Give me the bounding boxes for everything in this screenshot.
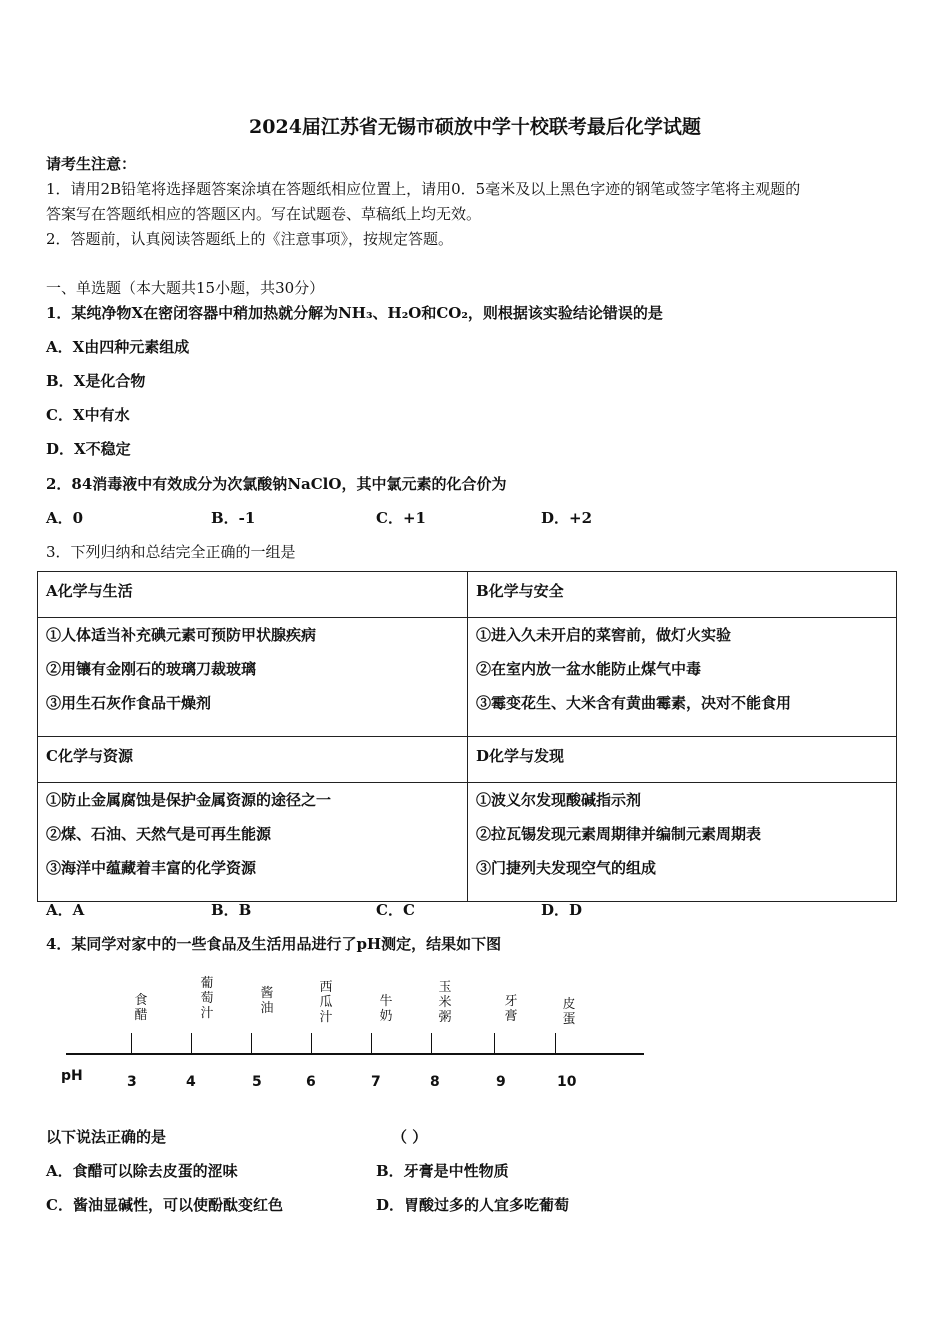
q3-option-a[interactable]: A．A: [46, 901, 85, 919]
q3-cell-b-head: B化学与安全: [468, 572, 897, 618]
q4-option-a[interactable]: A．食醋可以除去皮蛋的涩味: [46, 1162, 238, 1180]
q3-c-item: ②煤、石油、天然气是可再生能源: [46, 825, 272, 843]
q3-cell-c-body: [38, 783, 468, 902]
q3-option-c[interactable]: C．C: [376, 901, 415, 919]
q2-stem: 2．84消毒液中有效成分为次氯酸钠NaClO，其中氯元素的化合价为: [46, 475, 507, 493]
ph-tick-label: 3: [127, 1074, 137, 1090]
q2-option-c[interactable]: C．+1: [376, 509, 426, 527]
notice-line-1a: 1．请用2B铅笔将选择题答案涂填在答题纸相应位置上，请用0．5毫米及以上黑色字迹的钢笔或签字笔将主观题的: [46, 180, 801, 198]
ph-tick-label: 9: [496, 1074, 506, 1090]
notice-heading: 请考生注意：: [46, 155, 137, 173]
ph-tick-label: 6: [306, 1074, 316, 1090]
notice-line-2: 2．答题前，认真阅读答题纸上的《注意事项》，按规定答题。: [46, 230, 454, 248]
q3-a-item: ①人体适当补充碘元素可预防甲状腺疾病: [46, 626, 317, 644]
q4-option-b[interactable]: B．牙膏是中性物质: [376, 1162, 509, 1180]
q3-cell-a-head: A化学与生活: [38, 572, 468, 618]
q1-option-c[interactable]: C．X中有水: [46, 406, 130, 424]
q3-cell-b-body: [468, 618, 897, 737]
ph-tick-mark: [494, 1033, 495, 1054]
q2-option-d[interactable]: D．+2: [541, 509, 593, 527]
q3-option-d[interactable]: D．D: [541, 901, 583, 919]
q3-cell-c-head: C化学与资源: [38, 737, 468, 783]
ph-axis-label: pH: [61, 1068, 83, 1084]
q2-option-b[interactable]: B．-1: [211, 509, 256, 527]
q4-option-c[interactable]: C．酱油显碱性，可以使酚酞变红色: [46, 1196, 283, 1214]
q2-option-a[interactable]: A．0: [46, 509, 84, 527]
q3-cell-a-body: [38, 618, 468, 737]
q3-d-item: ②拉瓦锡发现元素周期律并编制元素周期表: [476, 825, 762, 843]
notice-line-1b: 答案写在答题纸相应的答题区内。写在试题卷、草稿纸上均无效。: [46, 205, 482, 223]
q4-option-d[interactable]: D．胃酸过多的人宜多吃葡萄: [376, 1196, 570, 1214]
ph-tick-label: 5: [252, 1074, 262, 1090]
q3-c-item: ①防止金属腐蚀是保护金属资源的途径之一: [46, 791, 332, 809]
q3-b-item: ①进入久未开启的菜窖前，做灯火实验: [476, 626, 732, 644]
ph-tick-mark: [555, 1033, 556, 1054]
ph-item-label: 皮蛋: [562, 997, 576, 1027]
ph-tick-label: 8: [430, 1074, 440, 1090]
q3-a-item: ③用生石灰作食品干燥剂: [46, 694, 212, 712]
ph-item-label: 酱油: [260, 986, 274, 1016]
q3-b-item: ③霉变花生、大米含有黄曲霉素，决对不能食用: [476, 694, 792, 712]
ph-tick-mark: [431, 1033, 432, 1054]
q1-stem: 1．某纯净物X在密闭容器中稍加热就分解为NH₃、H₂O和CO₂，则根据该实验结论错误的是: [46, 304, 663, 322]
q3-option-b[interactable]: B．B: [211, 901, 252, 919]
ph-tick-label: 10: [557, 1074, 577, 1090]
q4-stem: 4．某同学对家中的一些食品及生活用品进行了pH测定，结果如下图: [46, 935, 502, 953]
q4-answer-paren: （ ）: [392, 1128, 428, 1146]
page-title: 2024届江苏省无锡市硕放中学十校联考最后化学试题: [249, 116, 701, 138]
ph-item-label: 玉米粥: [438, 980, 452, 1025]
q3-c-item: ③海洋中蕴藏着丰富的化学资源: [46, 859, 257, 877]
ph-tick-mark: [371, 1033, 372, 1054]
q1-option-d[interactable]: D．X不稳定: [46, 440, 131, 458]
q3-cell-d-body: [468, 783, 897, 902]
q3-d-item: ③门捷列夫发现空气的组成: [476, 859, 657, 877]
q3-table: [37, 571, 897, 902]
q3-a-item: ②用镶有金刚石的玻璃刀裁玻璃: [46, 660, 257, 678]
ph-tick-label: 7: [371, 1074, 381, 1090]
q1-option-b[interactable]: B．X是化合物: [46, 372, 146, 390]
ph-item-label: 牙膏: [504, 994, 518, 1024]
q3-stem: 3．下列归纳和总结完全正确的一组是: [46, 543, 296, 561]
ph-item-label: 西瓜汁: [319, 980, 333, 1025]
ph-tick-mark: [191, 1033, 192, 1054]
q3-cell-d-head: D化学与发现: [468, 737, 897, 783]
q3-b-item: ②在室内放一盆水能防止煤气中毒: [476, 660, 702, 678]
ph-item-label: 食醋: [134, 993, 148, 1023]
q3-d-item: ①波义尔发现酸碱指示剂: [476, 791, 642, 809]
q1-option-a[interactable]: A．X由四种元素组成: [46, 338, 190, 356]
ph-tick-label: 4: [186, 1074, 196, 1090]
ph-item-label: 葡萄汁: [200, 976, 214, 1021]
ph-tick-mark: [131, 1033, 132, 1054]
ph-tick-mark: [251, 1033, 252, 1054]
section-heading: 一、单选题（本大题共15小题，共30分）: [46, 279, 325, 297]
ph-item-label: 牛奶: [379, 994, 393, 1024]
q4-prompt: 以下说法正确的是: [46, 1128, 167, 1146]
ph-tick-mark: [311, 1033, 312, 1054]
ph-axis-line: [66, 1053, 644, 1055]
